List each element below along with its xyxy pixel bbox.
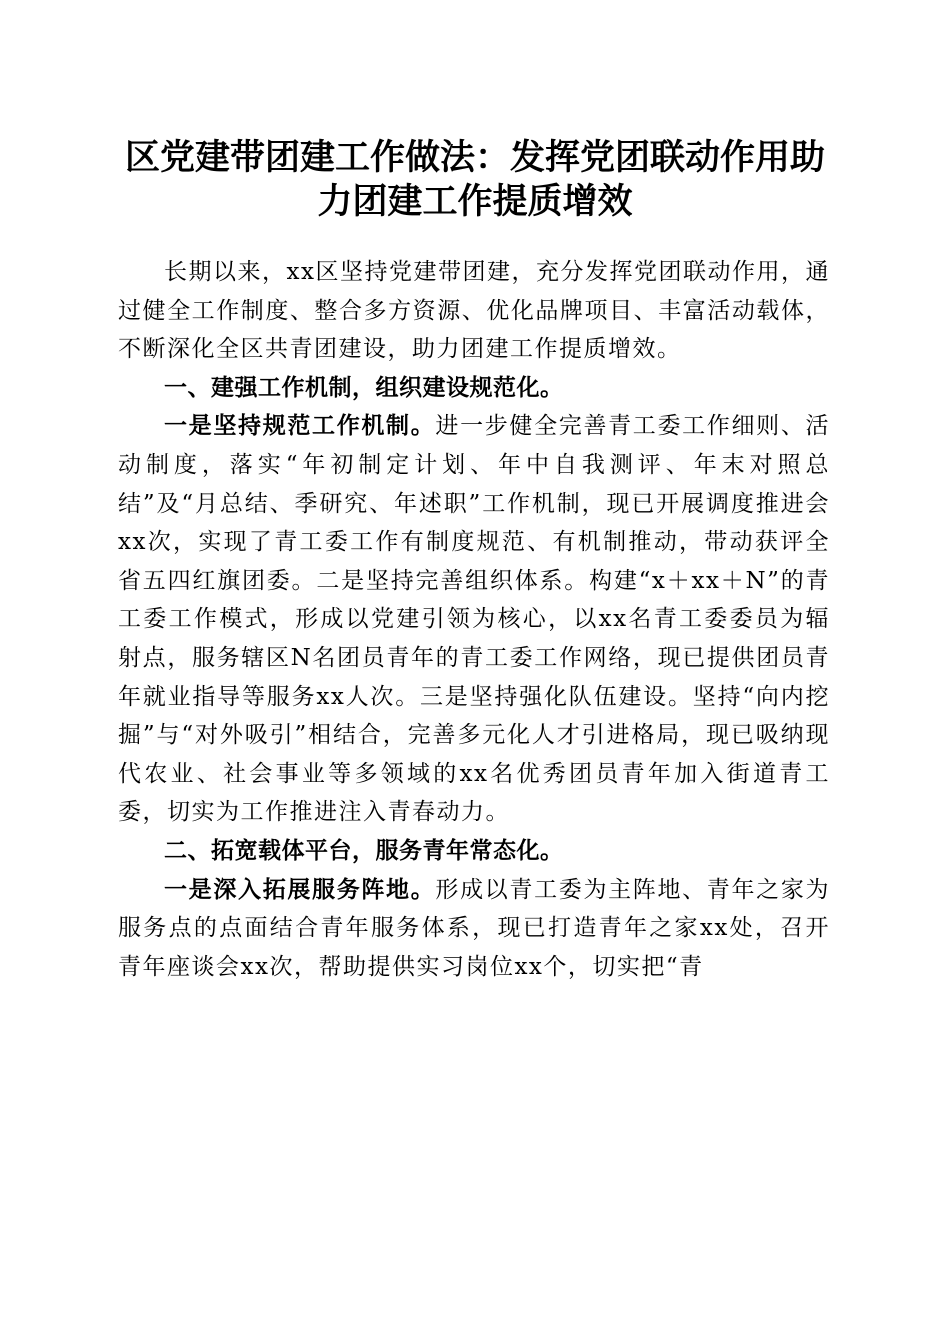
section-1-paragraph <box>118 407 830 832</box>
section-1-lead: 一是坚持规范工作机制。 <box>164 412 436 440</box>
section-1-heading: 一、建强工作机制，组织建设规范化。 <box>164 374 564 401</box>
section-1-text: 进一步健全完善青工委工作细则、活动制度，落实“年初制定计划、年中自我测评、年末对照总结”及“月总结、季研究、年述职”工作机制，现已开展调度推进会xx次，实现了青工委工作有制度规范、有机制推动，带动获评全省五四红旗团委。二是坚持完善组织体系。构建“x＋xx＋N”的青工委工作模式，形成以党建引领为核心，以xx名青工委委员为辐射点，服务辖区N名团员青年的青工委工作网络，现已提供团员青年就业指导等服务xx人次。三是坚持强化队伍建设。坚持“向内挖掘”与“对外吸引”相结合，完善多元化人才引进格局，现已吸纳现代农业、社会事业等多领域的xx名优秀团员青年加入街道青工委，切实为工作推进注入青春动力。 <box>118 413 831 826</box>
intro-paragraph: 长期以来，xx区坚持党建带团建，充分发挥党团联动作用，通过健全工作制度、整合多方资源、优化品牌项目、丰富活动载体，不断深化全区共青团建设，助力团建工作提质增效。 <box>118 259 830 363</box>
section-2-heading: 二、拓宽载体平台，服务青年常态化。 <box>164 837 564 864</box>
section-2-paragraph <box>118 871 830 987</box>
section-2-lead: 一是深入拓展服务阵地。 <box>164 875 436 903</box>
document-title: 区党建带团建工作做法：发挥党团联动作用助力团建工作提质增效 <box>124 137 825 222</box>
section-2-text: 形成以青工委为主阵地、青年之家为服务点的点面结合青年服务体系，现已打造青年之家xx处，召开青年座谈会xx次，帮助提供实习岗位xx个，切实把“青 <box>118 876 831 980</box>
document-body <box>118 253 830 986</box>
